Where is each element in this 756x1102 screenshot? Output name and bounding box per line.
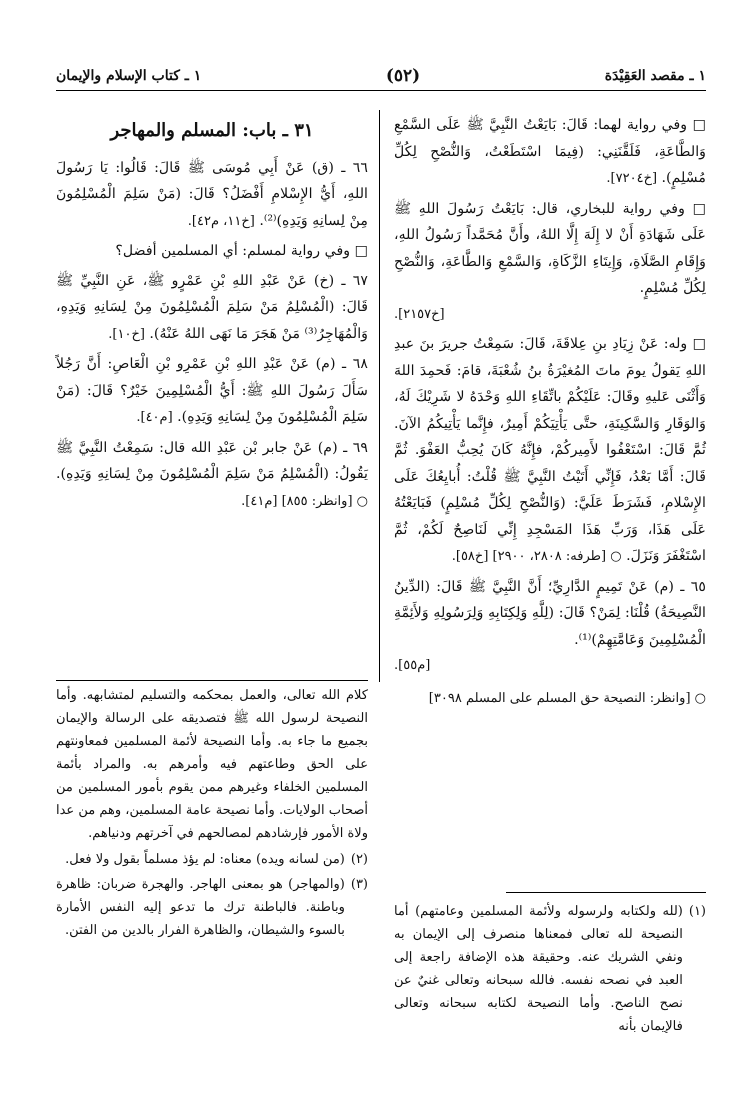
hadith-text: □ وفي رواية لهما: قَالَ: بَايَعْتُ النَّبِيَّ ﷺ عَلَى السَّمْعِ وَالطَّاعَةِ، فَلَقَّنَنِي: (فِيمَا اسْتَطَعْتُ، وَالنُّصْحِ لِكُلِّ مُسْلِمٍ). bbox=[394, 117, 706, 186]
footnote-text: (من لسانه ويده) معناه: لم يؤذ مسلماً بقول ولا فعل. bbox=[65, 852, 345, 867]
hadith-paragraph: □ وفي رواية لمسلم: أي المسلمين أفضل؟ bbox=[115, 243, 368, 259]
footnote-text: (لله ولكتابه ولرسوله ولأئمة المسلمين وعامتهم) أما النصيحة لله تعالى فمعناها منصرف إلى الإيمان به ونفي الشريك عنه. وحقيقة هذه الإضافة راجعة إلى العبد في نصحه نفسه. فالله سبحانه وتعالى غنيٌ عن نصح الناصح. وأما النصيحة لكتابه سبحانه وتعالى فالإيمان بأنه bbox=[394, 904, 683, 1034]
footnote bbox=[394, 900, 706, 1038]
chapter-title: ٣١ ـ باب: المسلم والمهاجر bbox=[110, 120, 314, 141]
hadith-reference: ○ [وانظر: ٨٥٥] [م٤١]. bbox=[241, 493, 368, 509]
hadith-text: ٦٦ ـ (ق) عَنْ أَبِي مُوسَى ﷺ قَالَ: قَالُوا: يَا رَسُولَ اللهِ، أَيُّ الإِسْلامِ أَفْضَلُ؟ قَالَ: (مَنْ سَلِمَ الْمُسْلِمُونَ مِنْ لِسانِهِ وَيَدِهِ)⁽²⁾. bbox=[56, 159, 368, 229]
page-number: (٥٢) bbox=[385, 66, 421, 86]
hadith-paragraph bbox=[394, 112, 706, 193]
footnotes-left bbox=[56, 684, 368, 944]
hadith-text: ٦٥ ـ (م) عَنْ تَمِيمٍ الدَّارِيِّ؛ أَنَّ النَّبِيَّ ﷺ قَالَ: (الدِّينُ النَّصِيحَةُ) قُلْنَا: لِمَنْ؟ قَالَ: (لِلَّهِ وَلِكِتَابِهِ وَلِرَسُولِهِ وَلأَئِمَّةِ الْمُسْلِمِينَ وَعَامَّتِهِمْ)⁽¹⁾. bbox=[394, 578, 706, 648]
page-header bbox=[56, 62, 706, 91]
hadith-reference: [خ١٠]. bbox=[108, 326, 145, 342]
hadith-reference: [خ٢١٥٧]. bbox=[394, 306, 445, 322]
see-also-note: ○ [وانظر: النصيحة حق المسلم على المسلم ٣٠٩٨] bbox=[428, 690, 706, 706]
hadith-text: □ وله: عَنْ زِيَادِ بنِ عِلاقَةَ، قَالَ: سَمِعْتُ جريرَ بنَ عبدِ اللهِ يَقولُ يومَ ماتَ المُغيْرَةُ بنُ شُعْبَةَ، قامَ: فَحمِدَ اللهَ وَأَثْنَى عَليهِ وقَالَ: عَلَيْكُمْ باتِّقَاءِ اللهِ وَحْدَهُ لا شَرِيْكَ لَهُ، وَالوَقَارِ وَالسَّكِينَةِ، حتَّى يَأْتِيَكُمْ أَمِيرٌ، فإِنَّما يَأْتِيكُمُ الآنَ. ثُمَّ قَالَ: اسْتَعْفُوا لأَمِيركُمْ، فإِنَّهُ كَانَ يُحِبُّ العَفْوَ. ثُمَّ قَالَ: أَمَّا بَعْدُ، فَإِنِّي أَتَيْتُ النَّبِيَّ ﷺ قُلْتُ: أُبايِعُكَ عَلَى الإِسْلامِ، فَشَرَطَ عَلَيَّ: (وَالنُّصْحِ لِكُلِّ مُسْلِمٍ) فَبَايَعْتُهُ عَلَى هَذَا، وَرَبِّ هَذَا المَسْجِدِ إِنِّي لَنَاصِحٌ لَكُمْ، ثُمَّ اسْتَغْفَرَ وَنَزَلَ. bbox=[394, 336, 706, 564]
header-book-title: ١ ـ كتاب الإسلام والإيمان bbox=[56, 68, 202, 84]
footnote-divider bbox=[506, 892, 706, 893]
hadith-reference: [خ١١، م٤٢]. bbox=[187, 213, 255, 229]
hadith-paragraph bbox=[394, 196, 706, 329]
footnote bbox=[56, 873, 368, 942]
footnote bbox=[56, 848, 368, 871]
footnote-number: (٢) bbox=[350, 852, 368, 867]
left-column bbox=[56, 112, 368, 518]
footnotes-right bbox=[394, 900, 706, 1040]
header-section-title: ١ ـ مقصد العَقِيْدَة bbox=[604, 68, 706, 84]
hadith-reference: [م٤٠]. bbox=[136, 410, 173, 425]
hadith-paragraph bbox=[394, 331, 706, 571]
hadith-paragraph bbox=[56, 155, 368, 236]
hadith-paragraph bbox=[56, 268, 368, 349]
hadith-reference: [م٥٥]. bbox=[394, 658, 431, 673]
hadith-paragraph bbox=[56, 351, 368, 432]
hadith-reference: ○ [طرفه: ٢٨٠٨، ٢٩٠٠] [خ٥٨]. bbox=[451, 549, 622, 564]
right-column bbox=[394, 112, 706, 712]
footnote-divider bbox=[56, 680, 368, 681]
footnote-continued: كلام الله تعالى، والعمل بمحكمه والتسليم لمتشابهه. وأما النصيحة لرسول الله ﷺ فتصديقه على الرسالة والإيمان بجميع ما جاء به. وأما النصيحة لأئمة المسلمين فمعاونتهم على الحق وطاعتهم فيه وأمرهم به. والمراد بأئمة المسلمين الخلفاء وغيرهم ممن يقوم بأمور المسلمين من أصحاب الولايات. وأما نصيحة عامة المسلمين، وهم من عدا ولاة الأمور فإرشادهم لمصالحهم في آخرتهم ودنياهم. bbox=[56, 688, 368, 841]
hadith-reference: [خ٧٢٠٤]. bbox=[606, 171, 658, 186]
hadith-text: ٦٨ ـ (م) عَنْ عَبْدِ اللهِ بْنِ عَمْرِو بْنِ الْعَاصِ: أَنَّ رَجُلاً سَأَلَ رَسُولَ اللهِ ﷺ: أَيُّ الْمُسْلِمِينَ خَيْرٌ؟ قَالَ: (مَنْ سَلِمَ الْمُسْلِمُونَ مِنْ لِسَانِهِ وَيَدِهِ). bbox=[56, 356, 368, 425]
hadith-text: ٦٩ ـ (م) عَنْ جابر بْن عَبْدِ الله قال: سَمِعْتُ النَّبِيَّ ﷺ يَقُولُ: (الْمُسْلِمُ مَنْ سَلِمَ الْمُسْلِمُونَ مِنْ لِسَانِهِ وَيَدِهِ). bbox=[56, 439, 368, 482]
hadith-paragraph bbox=[394, 574, 706, 680]
footnote-number: (١) bbox=[688, 904, 706, 919]
hadith-text: □ وفي رواية للبخاري، قال: بَايَعْتُ رَسُولَ اللهِ ﷺ عَلَى شَهَادَةِ أَنْ لا إِلَهَ إِلَّا اللهُ، وأَنَّ مُحَمَّداً رَسُولُ اللهِ، وَإِقَامِ الصَّلَاةِ، وَإِيتَاءِ الزَّكَاةِ، وَالسَّمْعِ وَالطَّاعَةِ، وَالنُّصْحِ لِكُلِّ مُسْلِمٍ. bbox=[394, 200, 706, 296]
footnote-number: (٣) bbox=[350, 877, 368, 892]
hadith-paragraph bbox=[56, 435, 368, 516]
hadith-text: ٦٧ ـ (خ) عَنْ عَبْدِ اللهِ بْنِ عَمْرٍو ﷺ، عَنِ النَّبِيِّ ﷺ قَالَ: (الْمُسْلِمُ مَنْ سَلِمَ الْمُسْلِمُونَ مِنْ لِسَانِهِ وَيَدِهِ، وَالْمُهَاجِرُ⁽³⁾ مَنْ هَجَرَ مَا نَهَى اللهُ عَنْهُ). bbox=[56, 272, 368, 342]
column-divider bbox=[379, 110, 380, 682]
footnote-text: (والمهاجر) هو بمعنى الهاجر. والهجرة ضربان: ظاهرة وباطنة. فالباطنة ترك ما تدعو إليه النفس الأمارة بالسوء والشيطان، والظاهرة الفرار بالدين من الفتن. bbox=[56, 877, 345, 938]
